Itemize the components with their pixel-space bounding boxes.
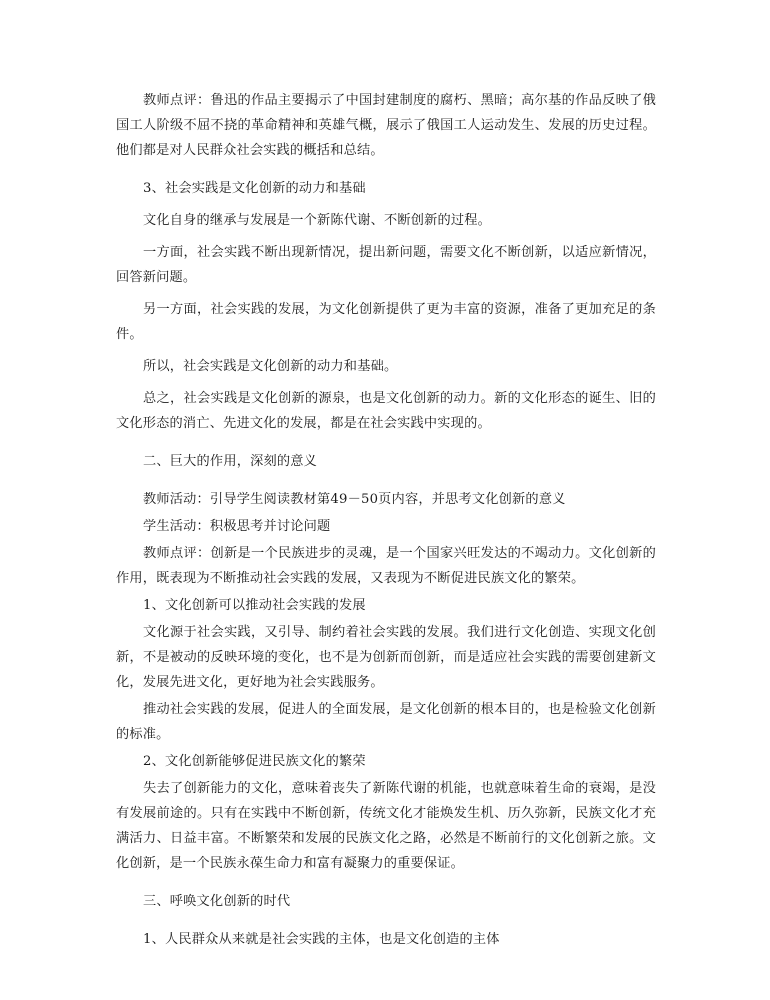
paragraph-teacher-comment-1: 教师点评：鲁迅的作品主要揭示了中国封建制度的腐朽、黑暗；高尔基的作品反映了俄国工人阶级不屈不挠的革命精神和英雄气概，展示了俄国工人运动发生、发展的历史过程。他们都是对人民群众社会实践的概括和总结。 bbox=[116, 93, 656, 158]
heading-1-people-subject: 1、人民群众从来就是社会实践的主体，也是文化创造的主体 bbox=[143, 932, 500, 947]
document-body bbox=[116, 88, 656, 952]
heading-section-2: 二、巨大的作用，深刻的意义 bbox=[143, 454, 318, 469]
paragraph-student-activity: 学生活动：积极思考并讨论问题 bbox=[143, 519, 331, 534]
paragraph-inheritance: 文化自身的继承与发展是一个新陈代谢、不断创新的过程。 bbox=[143, 213, 492, 228]
heading-section-3: 三、呼唤文化创新的时代 bbox=[143, 894, 291, 909]
paragraph-teacher-comment-2: 教师点评：创新是一个民族进步的灵魂，是一个国家兴旺发达的不竭动力。文化创新的作用，既表现为不断推动社会实践的发展，又表现为不断促进民族文化的繁荣。 bbox=[116, 546, 656, 586]
paragraph-fundamental-purpose: 推动社会实践的发展，促进人的全面发展，是文化创新的根本目的，也是检验文化创新的标准。 bbox=[116, 702, 656, 742]
heading-2-promote-national-culture: 2、文化创新能够促进民族文化的繁荣 bbox=[143, 754, 366, 769]
paragraph-summary: 总之，社会实践是文化创新的源泉，也是文化创新的动力。新的文化形态的诞生、旧的文化形态的消亡、先进文化的发展，都是在社会实践中实现的。 bbox=[116, 391, 656, 431]
paragraph-culture-source: 文化源于社会实践，又引导、制约着社会实践的发展。我们进行文化创造、实现文化创新，不是被动的反映环境的变化，也不是为创新而创新，而是适应社会实践的需要创建新文化，发展先进文化，更好地为社会实践服务。 bbox=[116, 625, 656, 690]
paragraph-therefore: 所以，社会实践是文化创新的动力和基础。 bbox=[143, 359, 398, 374]
paragraph-teacher-activity: 教师活动：引导学生阅读教材第49－50页内容，并思考文化创新的意义 bbox=[143, 492, 566, 507]
heading-1-promote-practice: 1、文化创新可以推动社会实践的发展 bbox=[143, 598, 366, 613]
paragraph-one-hand: 一方面，社会实践不断出现新情况，提出新问题，需要文化不断创新，以适应新情况，回答新问题。 bbox=[116, 245, 656, 285]
paragraph-other-hand: 另一方面，社会实践的发展，为文化创新提供了更为丰富的资源，准备了更加充足的条件。 bbox=[116, 302, 656, 342]
heading-3-practice-drive: 3、社会实践是文化创新的动力和基础 bbox=[143, 181, 366, 196]
paragraph-lost-innovation: 失去了创新能力的文化，意味着丧失了新陈代谢的机能，也就意味着生命的衰竭，是没有发展前途的。只有在实践中不断创新，传统文化才能焕发生机、历久弥新，民族文化才充满活力、日益丰富。不断繁荣和发展的民族文化之路，必然是不断前行的文化创新之旅。文化创新，是一个民族永葆生命力和富有凝聚力的重要保证。 bbox=[116, 781, 656, 871]
